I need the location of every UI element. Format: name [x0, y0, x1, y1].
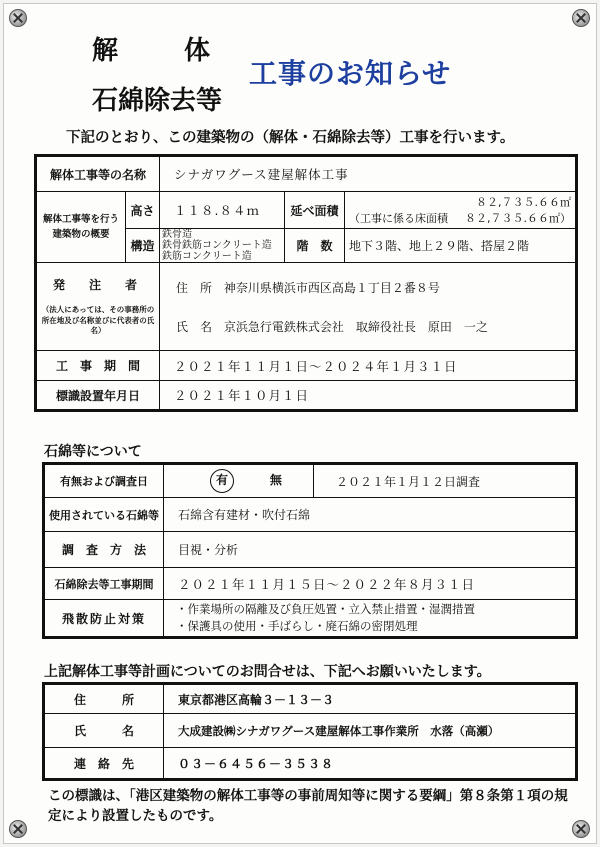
contact-title: 上記解体工事等計画についてのお問合せは、下記へお願いいたします。: [44, 664, 491, 680]
structure-1: 鉄骨造: [162, 229, 192, 240]
asbestos-section-title: 石綿等について: [44, 444, 142, 460]
contact-name-label: 氏 名: [44, 714, 164, 748]
prevention-value: [164, 600, 577, 638]
removal-value: ２０２１年１１月１５日～２０２２年８月３１日: [164, 568, 577, 600]
contact-address-label: 住 所: [44, 684, 164, 714]
title-notice: 工事のお知らせ: [249, 57, 452, 90]
person-value: 京浜急行電鉄株式会社 取締役社長 原田 一之: [223, 319, 488, 334]
client-value-cell: [160, 263, 577, 351]
address-label: 住 所: [176, 280, 213, 295]
overview-table: [34, 154, 578, 412]
title-kaitai-2: 体: [184, 36, 211, 66]
client-label: 発 注 者: [52, 278, 143, 293]
name-label: 解体工事等の名称: [36, 156, 160, 192]
screw-icon: [572, 9, 590, 27]
presence-yes-circled: 有: [210, 469, 234, 493]
address-value: 神奈川県横浜市西区高島１丁目２番８号: [223, 280, 440, 295]
title-asbestos: 石綿除去等: [92, 86, 223, 116]
floors-label: 階 数: [285, 229, 345, 263]
person-label: 氏 名: [176, 319, 213, 334]
presence-no: 無: [269, 473, 282, 487]
used-label: 使用されている石綿等: [44, 498, 164, 532]
footer-text: この標識は、「港区建築物の解体工事等の事前周知等に関する要綱」第８条第１項の規定により設置したものです。: [48, 788, 568, 825]
contact-phone-value: ０３－６４５６－３５３８: [164, 748, 577, 780]
floor-area-cell: [345, 192, 577, 229]
work-area-value: ８２,７３５.６６㎡）: [465, 212, 571, 225]
contact-address-value: 東京都港区高輪３－１３－３: [164, 684, 577, 714]
structure-label: 構造: [126, 229, 160, 263]
screw-icon: [9, 9, 27, 27]
height-label: 高さ: [126, 192, 160, 229]
survey-date: ２０２１年１月１２日調査: [314, 464, 577, 498]
sign-date-value: ２０２１年１０月１日: [160, 381, 577, 411]
work-area-label: （工事に係る床面積: [349, 212, 448, 225]
client-label-cell: [36, 263, 160, 351]
method-value: 目視・分析: [164, 532, 577, 568]
period-value: ２０２１年１１月１日～２０２４年１月３１日: [160, 351, 577, 381]
screw-icon: [9, 820, 27, 838]
structure-2: 鉄骨鉄筋コンクリート造: [162, 240, 272, 251]
presence-label: 有無および調査日: [44, 464, 164, 498]
prevention-label: 飛散防止対策: [44, 600, 164, 638]
method-label: 調 査 方 法: [44, 532, 164, 568]
sign-date-label: 標識設置年月日: [36, 381, 160, 411]
height-value: １１８.８４ｍ: [160, 192, 285, 229]
title-kaitai-1: 解: [92, 36, 121, 66]
intro-text: 下記のとおり、この建築物の（解体・石綿除去等）工事を行います。: [66, 130, 515, 146]
presence-cell: [164, 464, 314, 498]
used-value: 石綿含有建材・吹付石綿: [164, 498, 577, 532]
prevention-1: ・作業場所の隔離及び負圧処置・立入禁止措置・湿潤措置: [176, 601, 475, 616]
contact-name-value: 大成建設㈱シナガワグース建屋解体工事作業所 水落（高瀬）: [164, 714, 577, 748]
structure-3: 鉄筋コンクリート造: [162, 251, 252, 262]
prevention-2: ・保護具の使用・手ばらし・廃石綿の密閉処理: [176, 619, 418, 633]
notice-board: [3, 3, 597, 844]
floor-area-value: ８２,７３５.６６㎡: [476, 196, 571, 209]
floor-area-label: 延べ面積: [285, 192, 345, 229]
building-label: [36, 192, 126, 263]
name-value: シナガワグース建屋解体工事: [160, 156, 577, 192]
period-label: 工 事 期 間: [36, 351, 160, 381]
building-label-line1: 解体工事等を行う: [42, 213, 119, 225]
client-note: （法人にあっては、その事務所の所在地及び名称並びに代表者の氏名）: [41, 305, 155, 336]
structure-value: [160, 229, 285, 263]
contact-phone-label: 連 絡 先: [44, 748, 164, 780]
removal-label: 石綿除去等工事期間: [44, 568, 164, 600]
building-label-line2: 建築物の概要: [52, 229, 110, 240]
asbestos-table: [42, 462, 578, 639]
contact-table: [42, 682, 578, 781]
floors-value: 地下３階、地上２９階、搭屋２階: [345, 229, 577, 263]
